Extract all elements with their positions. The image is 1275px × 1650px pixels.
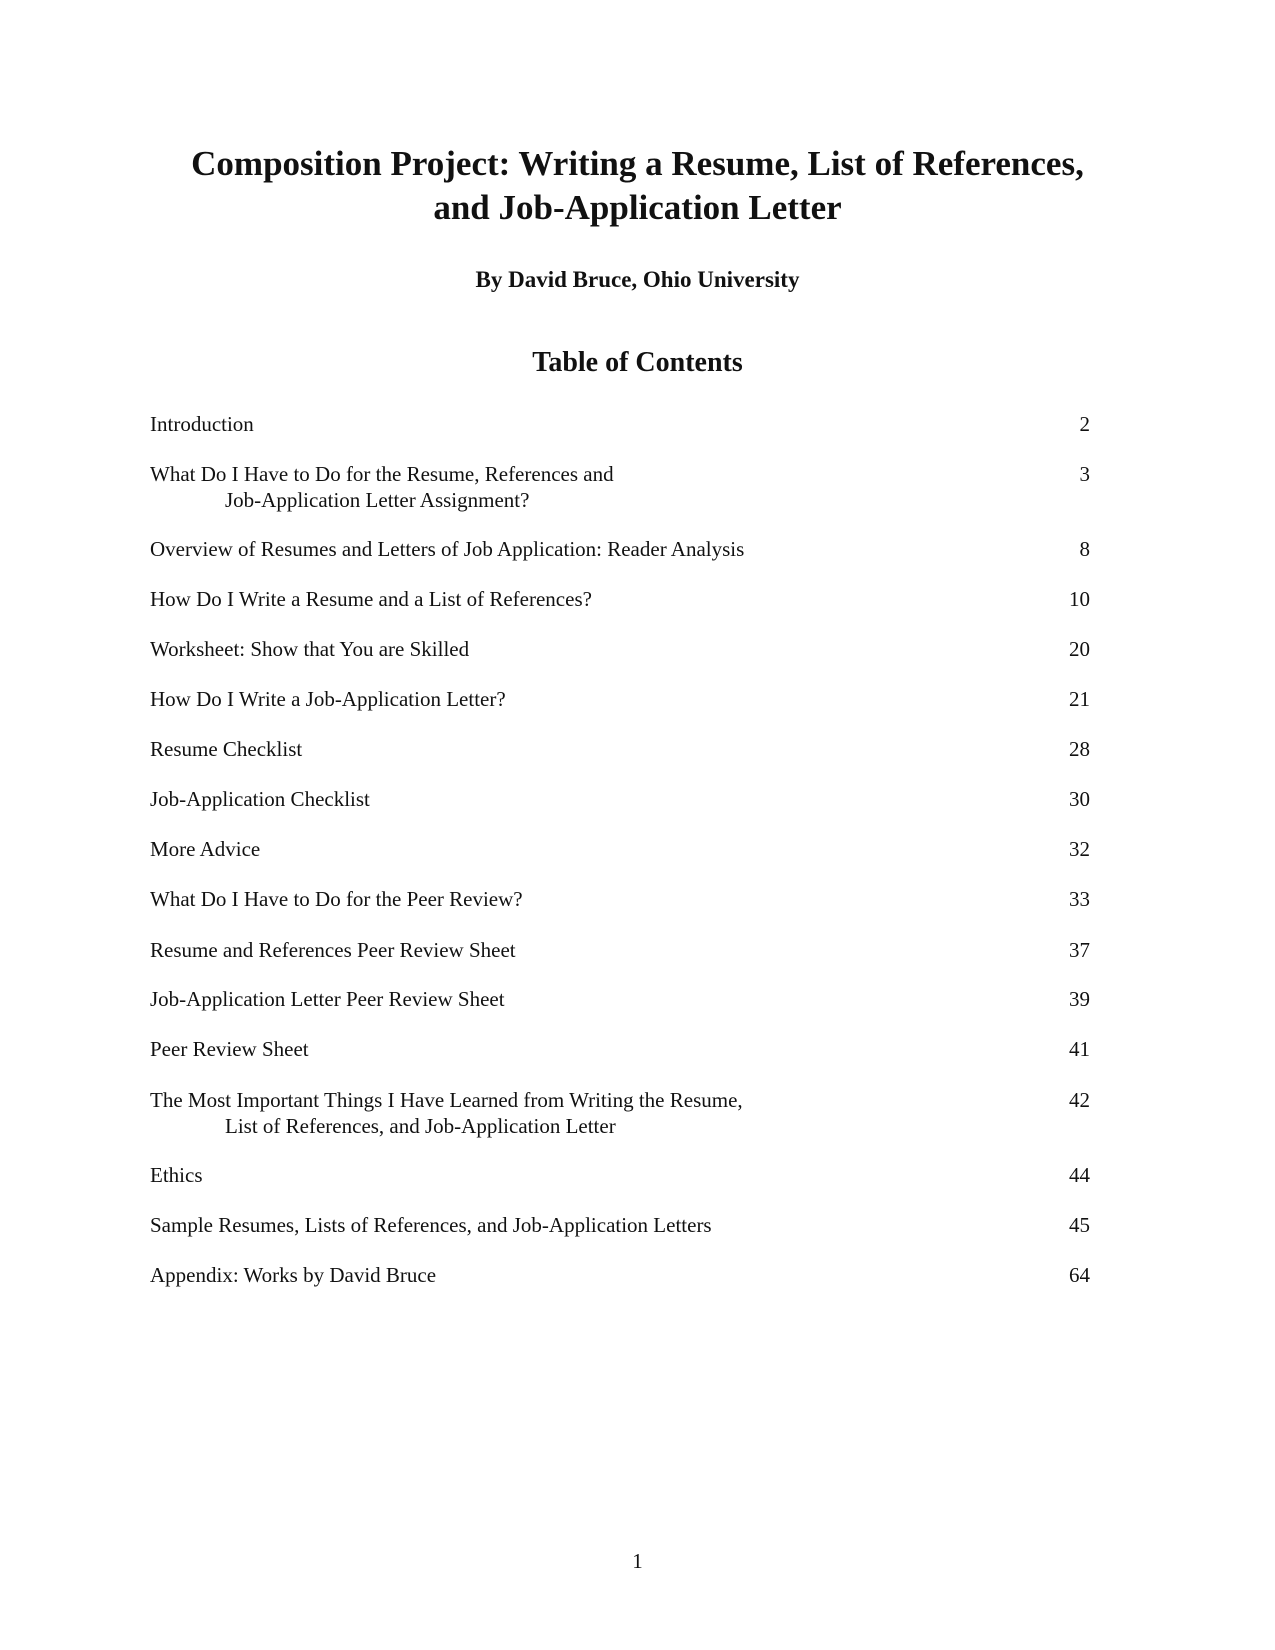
toc-entry-title: How Do I Write a Resume and a List of References?: [150, 587, 592, 611]
page-number: 1: [632, 1549, 643, 1573]
toc-entry-title: What Do I Have to Do for the Peer Review?: [150, 887, 523, 911]
toc-entry-page: 2: [1079, 412, 1090, 436]
toc-entry-page: 39: [1069, 987, 1090, 1011]
toc-entry-page: 37: [1069, 938, 1090, 962]
toc-entry-page: 8: [1079, 537, 1090, 561]
title-line-1: Composition Project: Writing a Resume, List of References,: [191, 144, 1084, 183]
toc-entry-title: [150, 1087, 950, 1139]
toc-entry-title: Resume and References Peer Review Sheet: [150, 938, 516, 962]
author-line: By David Bruce, Ohio University: [475, 267, 800, 292]
toc-entry-title-line-2: Job-Application Letter Assignment?: [225, 488, 530, 512]
toc-entry-title: Overview of Resumes and Letters of Job Application: Reader Analysis: [150, 537, 745, 561]
toc-entry-page: 20: [1069, 637, 1090, 661]
toc-entry-title: Sample Resumes, Lists of References, and Job-Application Letters: [150, 1213, 712, 1237]
toc-entry-page: 21: [1069, 687, 1090, 711]
toc-entry-title: [150, 461, 950, 513]
toc-entry-title-line-1: What Do I Have to Do for the Resume, References and: [150, 462, 614, 486]
toc-entry-title-line-1: The Most Important Things I Have Learned from Writing the Resume,: [150, 1088, 743, 1112]
toc-heading: Table of Contents: [532, 347, 743, 378]
toc-entry-page: 10: [1069, 587, 1090, 611]
toc-entry-title: Introduction: [150, 412, 254, 436]
toc-entry-page: 32: [1069, 837, 1090, 861]
toc-entry-page: 30: [1069, 787, 1090, 811]
document-title: [0, 142, 1275, 230]
toc-entry-title: More Advice: [150, 837, 261, 861]
toc-entry-page: 33: [1069, 887, 1090, 911]
toc-entry-title: Job-Application Checklist: [150, 787, 370, 811]
toc-entry-title: How Do I Write a Job-Application Letter?: [150, 687, 506, 711]
toc-entry-title-line-2: List of References, and Job-Application Letter: [225, 1114, 616, 1138]
toc-entry-title: Job-Application Letter Peer Review Sheet: [150, 987, 505, 1011]
toc-entry-page: 3: [1079, 462, 1090, 486]
toc-entry-page: 45: [1069, 1213, 1090, 1237]
toc-entry-page: 28: [1069, 737, 1090, 761]
toc-entry-page: 44: [1069, 1163, 1090, 1187]
toc-entry-title: Resume Checklist: [150, 737, 303, 761]
toc-entry-page: 64: [1069, 1263, 1090, 1287]
toc-entry-title: Ethics: [150, 1163, 203, 1187]
toc-entry-page: 42: [1069, 1088, 1090, 1112]
toc-entry-title: Appendix: Works by David Bruce: [150, 1263, 437, 1287]
toc-entry-title: Peer Review Sheet: [150, 1037, 309, 1061]
toc-entry-page: 41: [1069, 1037, 1090, 1061]
toc-entry-title: Worksheet: Show that You are Skilled: [150, 637, 470, 661]
title-line-2: and Job-Application Letter: [433, 188, 842, 227]
